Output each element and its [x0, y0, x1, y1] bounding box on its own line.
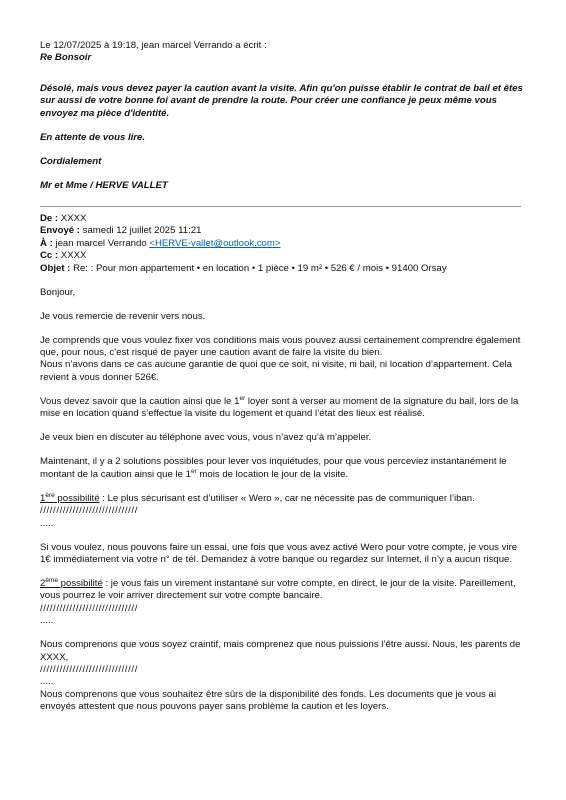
to-name: jean marcel Verrando	[55, 237, 147, 249]
msg-funds: Nous comprenons que vous souhaitez être sûrs de la disponibilité des fonds. Les documents que je vous ai envoyés attestent que nous pouvons payer sans problème la caution et les loyers.	[40, 688, 496, 713]
slashes-1: //////////////////////////////	[40, 505, 138, 517]
cc-value: XXXX	[60, 250, 87, 262]
quote-waiting: En attente de vous lire.	[40, 131, 146, 143]
cc-label: Cc :	[40, 250, 59, 262]
quote-greeting: Re Bonsoir	[40, 52, 92, 64]
solutions-sup: er	[190, 467, 197, 475]
slashes-2: //////////////////////////////	[40, 602, 138, 614]
option-1-title	[40, 493, 100, 504]
option-2-label: possibilité	[58, 577, 103, 589]
option-1-label: possibilité	[54, 492, 100, 504]
msg-risk-line-1: Je comprends que vous voulez fixer vos conditions mais vous pouvez aussi certainement comprendre également que, pour nous, c’est risqué de payer une caution avant de faire la visite du bien.	[40, 334, 521, 359]
header-sent	[40, 225, 525, 237]
msg-risk-line-2: Nous n’avons dans ce cas aucune garantie de quoi que ce soit, ni visite, ni bail, ni location d’appartement. Cela revient à vous donner 526€.	[40, 359, 512, 383]
option-2-text: : je vous fais un virement instantané sur votre compte, en direct, le jour de la visite. Pareillement, vous pourrez le voir arriver directement sur votre compte bancaire.	[40, 577, 516, 602]
dots-3: .....	[40, 676, 54, 688]
caution-text-a: Vous devez savoir que la caution ainsi que le 1	[40, 395, 240, 407]
header-from	[40, 213, 525, 225]
option-1-text: : Le plus sécurisant est d’utiliser « Wero », car ne nécessite pas de communiquer l’iban.	[99, 492, 475, 504]
msg-salutation: Bonjour,	[40, 286, 76, 298]
option-2-num: 2	[40, 577, 46, 589]
option-2	[40, 578, 525, 603]
solutions-text-b: mois de location le jour de la visite.	[196, 468, 349, 480]
option-1-sup: ère	[45, 491, 55, 499]
caution-text-b: loyer sont à verser au moment de la signature du bail, lors de la mise en location quand s’effectue la visite du logement et quand l’état des lieux est réalisé.	[40, 395, 519, 420]
quote-body: Désolé, mais vous devez payer la caution avant la visite. Afin qu'on puisse établir le contrat de bail et êtes sur aussi de votre bonne foi avant de prendre la route. Pour créer une confiance je peux même vous envoyez ma pièce d'identité.	[40, 82, 523, 119]
msg-paragraph-risk	[40, 335, 525, 385]
option-2-title	[40, 578, 103, 589]
option-2-sup: ème	[45, 576, 58, 584]
email-content	[40, 40, 525, 714]
msg-phone: Je veux bien en discuter au téléphone avec vous, vous n’avez qu’à m’appeler.	[40, 432, 372, 444]
header-to	[40, 238, 525, 250]
slashes-3: //////////////////////////////	[40, 663, 138, 675]
caution-sup: er	[239, 394, 246, 402]
dots-2: .....	[40, 615, 54, 627]
option-1	[40, 493, 525, 505]
msg-wero-test: Si vous voulez, nous pouvons faire un essai, une fois que vous avez activé Wero pour votre compte, je vous vire 1€ immédiatement via votre n° de tél. Demandez à votre banque ou regardez sur Internet, il n’y a aucun risque.	[40, 541, 518, 565]
sent-label: Envoyé :	[40, 225, 80, 237]
msg-paragraph-caution	[40, 396, 525, 421]
dots-1: .....	[40, 517, 54, 529]
msg-craintif: Nous comprenons que vous soyez craintif, mais comprenez que nous puissions l’être aussi. Nous, les parents de XXXX,	[40, 639, 521, 663]
quote-signature: Mr et Mme / HERVE VALLET	[40, 179, 168, 191]
separator-line	[40, 206, 521, 207]
option-1-num: 1	[40, 492, 46, 504]
solutions-text-a: Maintenant, il y a 2 solutions possibles pour lever vos inquiétudes, pour que vous perceviez instantanément le montant de la caution ainsi que le 1	[40, 456, 507, 480]
from-value: XXXX	[60, 213, 87, 225]
msg-thanks: Je vous remercie de revenir vers nous.	[40, 310, 206, 322]
msg-solutions	[40, 456, 525, 481]
header-subject	[40, 263, 525, 275]
to-label: À :	[40, 237, 53, 249]
email-header	[40, 213, 525, 275]
subject-value: Re: : Pour mon appartement • en location • 1 pièce • 19 m² • 526 € / mois • 91400 Orsay	[73, 262, 447, 274]
quote-intro: Le 12/07/2025 à 19:18, jean marcel Verrando a écrit :	[40, 40, 267, 51]
quote-closing: Cordialement	[40, 155, 102, 167]
header-cc	[40, 250, 525, 262]
to-email-link[interactable]: <HERVE-vallet@outlook.com>	[149, 237, 281, 249]
subject-label: Objet :	[40, 262, 71, 274]
sent-value: samedi 12 juillet 2025 11:21	[82, 225, 202, 237]
from-label: De :	[40, 213, 59, 225]
